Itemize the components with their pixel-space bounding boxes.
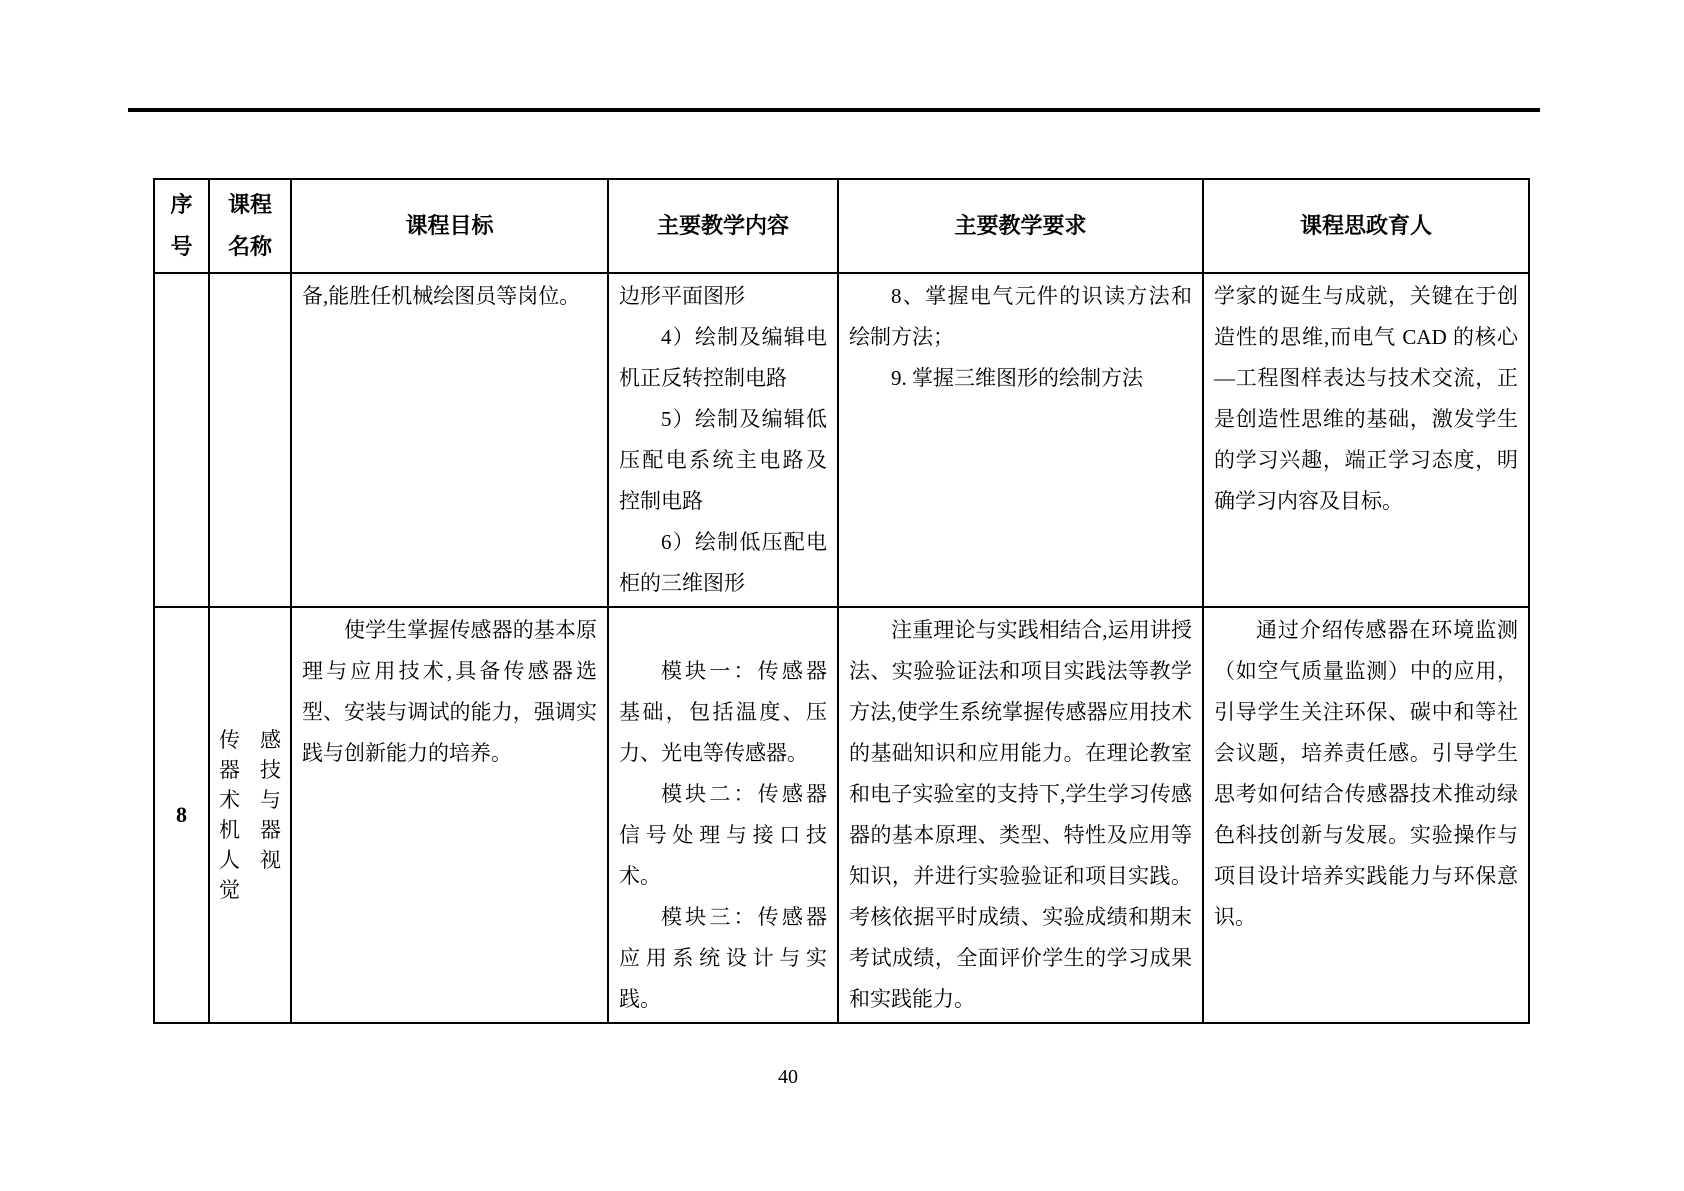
cell-jiaoxue-yaoqiu [838,607,1203,1023]
page-number: 40 [778,1066,798,1088]
table-row [154,607,1529,1023]
paragraph: 模块二：传感器信号处理与接口技术。 [619,782,827,888]
column-header-jiaoxue-yaoqiu: 主要教学要求 [838,179,1203,273]
paragraph: 通过介绍传感器在环境监测（如空气质量监测）中的应用，引导学生关注环保、碳中和等社会议题，培养责任感。引导学生思考如何结合传感器技术推动绿色科技创新与发展。实验操作与项目设计培养实践能力与环保意识。 [1214,618,1518,929]
column-header-jiaoxue-neirong: 主要教学内容 [608,179,838,273]
cell-kecheng-mingcheng [209,273,291,607]
cell-kecheng-mingcheng [209,607,291,1023]
paragraph: 学家的诞生与成就，关键在于创造性的思维,而电气 CAD 的核心—工程图样表达与技术交流，正是创造性思维的基础，激发学生的学习兴趣，端正学习态度，明确学习内容及目标。 [1214,284,1518,513]
cell-xuhao [154,273,209,607]
paragraph [619,610,827,651]
cell-kecheng-mubiao [291,273,608,607]
paragraph: 8、掌握电气元件的识读方法和绘制方法； [849,284,1192,349]
paragraph: 5）绘制及编辑低压配电系统主电路及控制电路 [619,407,827,513]
paragraph: 9. 掌握三维图形的绘制方法 [891,366,1143,390]
cell-jiaoxue-yaoqiu [838,273,1203,607]
cell-xuhao: 8 [154,607,209,1023]
column-header-sizheng-yuren: 课程思政育人 [1203,179,1529,273]
paragraph: 备,能胜任机械绘图员等岗位。 [302,284,581,308]
column-header-kecheng-mingcheng: 课程名称 [209,179,291,273]
paragraph: 4）绘制及编辑电机正反转控制电路 [619,325,827,390]
paragraph: 使学生掌握传感器的基本原理与应用技术,具备传感器选型、安装与调试的能力，强调实践与创新能力的培养。 [302,618,597,765]
cell-sizheng-yuren [1203,607,1529,1023]
cell-jiaoxue-neirong [608,273,838,607]
column-header-kecheng-mubiao: 课程目标 [291,179,608,273]
table-row [154,273,1529,607]
column-header-xuhao: 序号 [154,179,209,273]
paragraph: 模块三：传感器应用系统设计与实践。 [619,905,827,1011]
paragraph: 模块一：传感器基础，包括温度、压力、光电等传感器。 [619,659,827,765]
course-table [153,178,1530,1024]
cell-jiaoxue-neirong [608,607,838,1023]
page-header-rule [128,108,1540,112]
cell-sizheng-yuren [1203,273,1529,607]
course-name-text: 传感器技术与机器人视觉 [219,728,281,902]
paragraph: 边形平面图形 [619,284,745,308]
paragraph: 注重理论与实践相结合,运用讲授法、实验验证法和项目实践法等教学方法,使学生系统掌握传感器应用技术的基础知识和应用能力。在理论教室和电子实验室的支持下,学生学习传感器的基本原理、类型、特性及应用等知识，并进行实验验证和项目实践。考核依据平时成绩、实验成绩和期末考试成绩，全面评价学生的学习成果和实践能力。 [849,618,1192,1011]
table-header-row [154,179,1529,273]
paragraph: 6）绘制低压配电柜的三维图形 [619,530,827,595]
cell-kecheng-mubiao [291,607,608,1023]
